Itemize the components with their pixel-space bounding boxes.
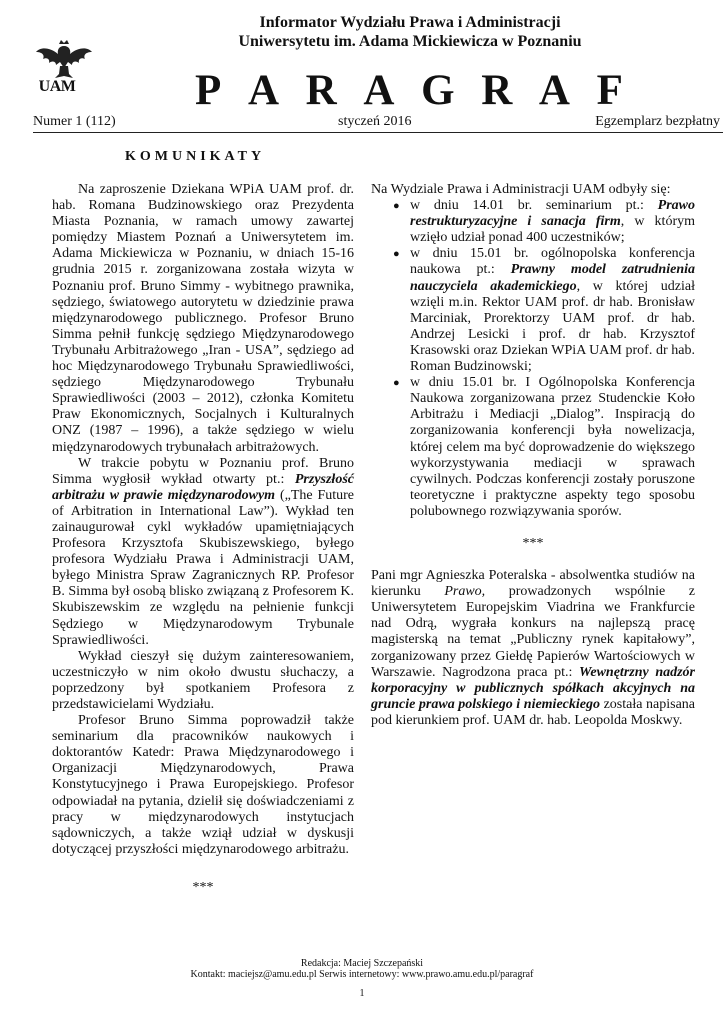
section-separator: *** (192, 879, 214, 895)
masthead-letter: R (305, 67, 337, 114)
article-paragraph (371, 568, 695, 729)
uam-eagle-logo (33, 38, 95, 108)
events-intro: Na Wydziale Prawa i Administracji UAM odbyły się: (371, 182, 671, 197)
left-column (52, 182, 354, 896)
bullet-icon: ● (393, 377, 400, 390)
lecture-title: Przyszłość arbitrażu w prawie międzynarodowym (52, 471, 354, 503)
copy-note: Egzemplarz bezpłatny (595, 114, 720, 129)
article-paragraph: Wykład cieszył się dużym zainteresowaniem, uczestniczyło w nim około dwustu słuchaczy, a poprzedzony był spotkaniem Profesora z przedstawicielami Wydziału. (52, 648, 354, 712)
logo-wordmark: UAM (38, 78, 76, 95)
text-run: prowadzonych wspólnie z Uniwersytetem Europejskim Viadrina we Frankfurcie nad Odrą, wygrała konkurs na najlepszą pracę magisterską na temat „Publiczny rynek kapitałowy”, zorganizowany przez Giełdę Papierów Wartościowych w Warszawie. Nagrodzona praca pt.: (371, 584, 696, 680)
header-line-1: Informator Wydziału Prawa i Administracji (259, 14, 561, 31)
footer-contact: Kontakt: maciejsz@amu.edu.pl Serwis internetowy: www.prawo.amu.edu.pl/paragraf (190, 969, 534, 980)
masthead-letter: A (247, 67, 279, 114)
issue-number: Numer 1 (112) (33, 114, 116, 129)
masthead-letter: G (421, 67, 455, 114)
text-run: Pani mgr Agnieszka Poteralska - absolwentka studiów na kierunku (371, 568, 695, 600)
header-line-2: Uniwersytetu im. Adama Mickiewicza w Poznaniu (238, 33, 582, 50)
masthead-title (195, 66, 623, 116)
masthead-letter: R (481, 67, 513, 114)
page-number: 1 (359, 988, 365, 999)
right-column (371, 182, 695, 729)
list-item (371, 246, 695, 375)
field-of-study: Prawo, (444, 584, 486, 600)
text-run: została napisana pod kierunkiem prof. UAM dr. hab. Leopolda Moskwy. (371, 696, 695, 728)
section-title: KOMUNIKATY (125, 149, 266, 164)
article-paragraph: Profesor Bruno Simma poprowadził także seminarium dla pracowników naukowych i doktorantów Katedr: Prawa Międzynarodowego i Organizacji Międzynarodowych, Prawa Konstytucyjnego i Prawa Europejskiego. Profesor odpowiadał na pytania, dzielił się doświadczeniami z pracy w międzynarodowych instytucjach sądowniczych, a także wziął udział w dyskusji dotyczącej przyszłości międzynarodowego arbitrażu. (52, 713, 354, 857)
list-item (371, 375, 695, 520)
list-item (371, 198, 695, 246)
text-run: W trakcie pobytu w Poznaniu prof. Bruno Simma wygłosił wykład otwarty pt.: (52, 455, 354, 487)
footer-editor: Redakcja: Maciej Szczepański (300, 958, 424, 969)
section-separator: *** (522, 535, 544, 551)
header-divider (33, 132, 723, 133)
bullet-icon: ● (393, 248, 400, 261)
masthead-letter: A (538, 67, 570, 114)
issue-date: styczeń 2016 (338, 114, 412, 129)
text-run: w dniu 14.01 br. seminarium pt.: (410, 198, 658, 214)
event-title: Prawo restrukturyzacyjne i sanacja firm (410, 198, 695, 230)
article-paragraph (52, 456, 354, 649)
text-run: w dniu 15.01 br. I Ogólnopolska Konferencja Naukowa zorganizowana przez Studenckie Koło Arbitrażu i Mediacji „Dialog”. Inspiracją do zorganizowania konferencji była nowelizacja, której celem ma być doprowadzenie do większego wykorzystywania mediacji w sprawach cywilnych. Podczas konferencji zostały poruszone teoretyczne i praktyczne aspekty tego sposobu polubownego rozwiązywania sporów. (410, 375, 695, 519)
masthead-letter: F (596, 67, 623, 114)
event-title: Prawny model zatrudnienia nauczyciela akademickiego (410, 262, 695, 294)
text-run: , w której udział wzięli m.in. Rektor UAM prof. dr hab. Bronisław Marciniak, Prorektorzy UAM prof. dr hab. Andrzej Lesicki i prof. dr hab. Krzysztof Krasowski oraz Dziekan WPiA UAM prof. dr hab. Roman Budzinowski; (410, 278, 695, 375)
text-run: , w którym wzięło udział ponad 400 uczestników; (410, 214, 695, 246)
thesis-title: Wewnętrzny nadzór korporacyjny w publicznych spółkach akcyjnych na gruncie prawa polskiego i niemieckiego (371, 664, 695, 712)
article-paragraph: Na zaproszenie Dziekana WPiA UAM prof. dr. hab. Romana Budzinowskiego oraz Prezydenta Miasta Poznania, w ramach umowy zawartej pomiędzy Miastem Poznań a Uniwersytetem im. Adama Mickiewicza w Poznaniu, w dniach 15-16 grudnia 2015 r. zorganizowana została wizyta w Poznaniu prof. Bruno Simmy - wybitnego prawnika, sędziego, światowego autorytetu w dziedzinie prawa międzynarodowego publicznego. Profesor Bruno Simma pełnił funkcję sędziego Międzynarodowego Trybunału Arbitrażowego „Iran - USA”, sędziego ad hoc Międzynarodowego Trybunału Sprawiedliwości, sędziego Międzynarodowego Trybunału Sprawiedliwości (2003 – 2012), członka Komitetu Praw Ekonomicznych, Socjalnych i Kulturalnych ONZ (1987 – 1996), a także sędziego w wielu międzynarodowych trybunałach arbitrażowych. (52, 182, 354, 455)
masthead-letter: A (363, 67, 395, 114)
bullet-icon: ● (393, 200, 400, 213)
text-run: w dniu 15.01 br. ogólnopolska konferencja naukowa pt.: (410, 246, 695, 278)
text-run: („The Future of Arbitration in International Law”). Wykład ten zainaugurował cykl wykładów upamiętniających Profesora Krzysztofa Skubiszewskiego, byłego profesora Wydziału Prawa i Administracji UAM, byłego Ministra Spraw Zagranicznych RP. Profesor B. Simma był osobą blisko związaną z Profesorem K. Skubiszewskim ze względu na pełnienie funkcji Sędziego w Międzynarodowym Trybunale Sprawiedliwości. (52, 487, 355, 648)
events-list (371, 198, 695, 520)
masthead-letter: P (195, 67, 222, 114)
